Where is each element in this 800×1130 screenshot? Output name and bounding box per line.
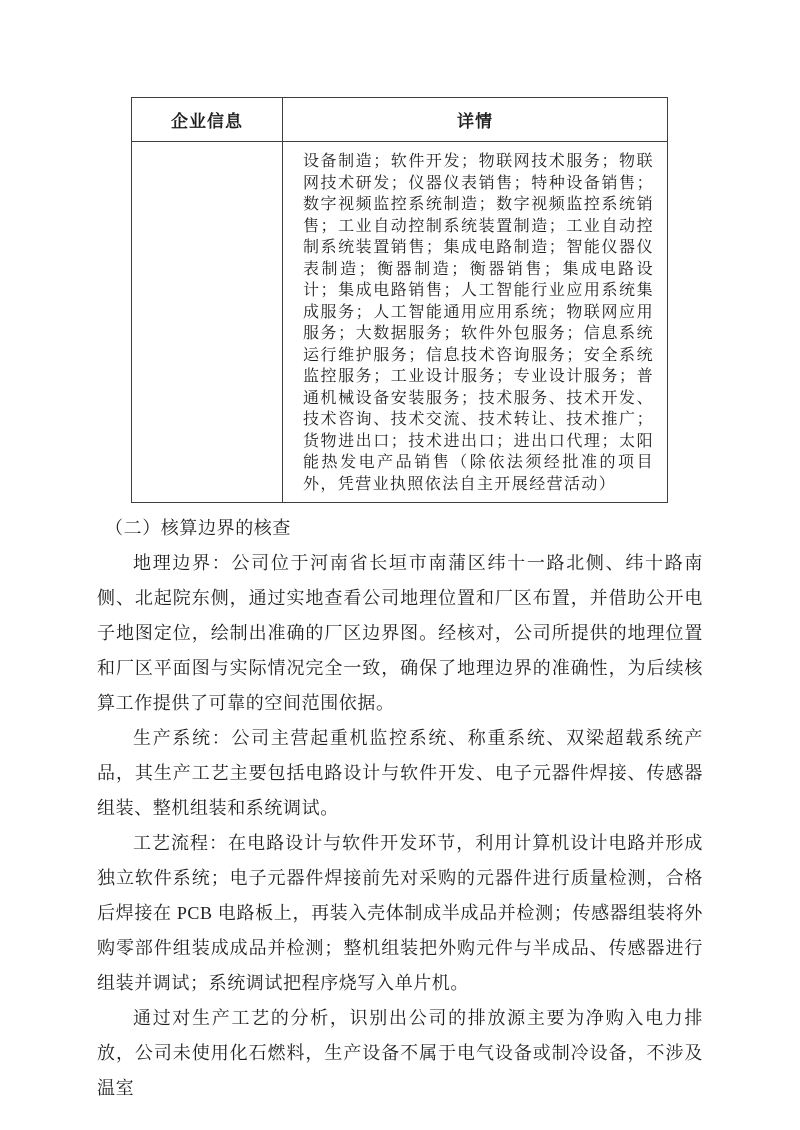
table-row (132, 142, 668, 503)
document-body (97, 511, 703, 1106)
table-header-enterprise-info: 企业信息 (132, 98, 283, 142)
table-header-detail: 详情 (283, 98, 668, 142)
paragraph-geographic-boundary: 地理边界：公司位于河南省长垣市南蒲区纬十一路北侧、纬十路南侧、北起院东侧，通过实地查看公司地理位置和厂区布置，并借助公开电子地图定位，绘制出准确的厂区边界图。经核对，公司所提供的地理位置和厂区平面图与实际情况完全一致，确保了地理边界的准确性，为后续核算工作提供了可靠的空间范围依据。 (97, 553, 703, 713)
paragraph-emission-source-analysis: 通过对生产工艺的分析，识别出公司的排放源主要为净购入电力排放，公司未使用化石燃料，生产设备不属于电气设备或制冷设备，不涉及温室 (97, 1008, 703, 1098)
paragraph-process-flow: 工艺流程：在电路设计与软件开发环节，利用计算机设计电路并形成独立软件系统；电子元器件焊接前先对采购的元器件进行质量检测，合格后焊接在 PCB 电路板上，再装入壳体制成半成品并检测；传感器组装将外购零部件组装成成品并检测；整机组装把外购元件与半成品、传感器进行组装并调试；系统调试把程序烧写入单片机。 (97, 833, 703, 993)
table-header-row (132, 98, 668, 142)
paragraph-production-system: 生产系统：公司主营起重机监控系统、称重系统、双梁超载系统产品，其生产工艺主要包括电路设计与软件开发、电子元器件焊接、传感器组装、整机组装和系统调试。 (97, 728, 703, 818)
enterprise-info-cell (132, 142, 283, 503)
business-scope-detail-cell: 设备制造；软件开发；物联网技术服务；物联网技术研发；仪器仪表销售；特种设备销售；数字视频监控系统制造；数字视频监控系统销售；工业自动控制系统装置制造；工业自动控制系统装置销售；集成电路制造；智能仪器仪表制造；衡器制造；衡器销售；集成电路设计；集成电路销售；人工智能行业应用系统集成服务；人工智能通用应用系统；物联网应用服务；大数据服务；软件外包服务；信息系统运行维护服务；信息技术咨询服务；安全系统监控服务；工业设计服务；专业设计服务；普通机械设备安装服务；技术服务、技术开发、技术咨询、技术交流、技术转让、技术推广；货物进出口；技术进出口；进出口代理；太阳能热发电产品销售（除依法须经批准的项目外，凭营业执照依法自主开展经营活动） (283, 142, 668, 503)
section-heading-accounting-boundary: （二）核算边界的核查 (105, 518, 291, 538)
enterprise-info-table (131, 97, 668, 503)
